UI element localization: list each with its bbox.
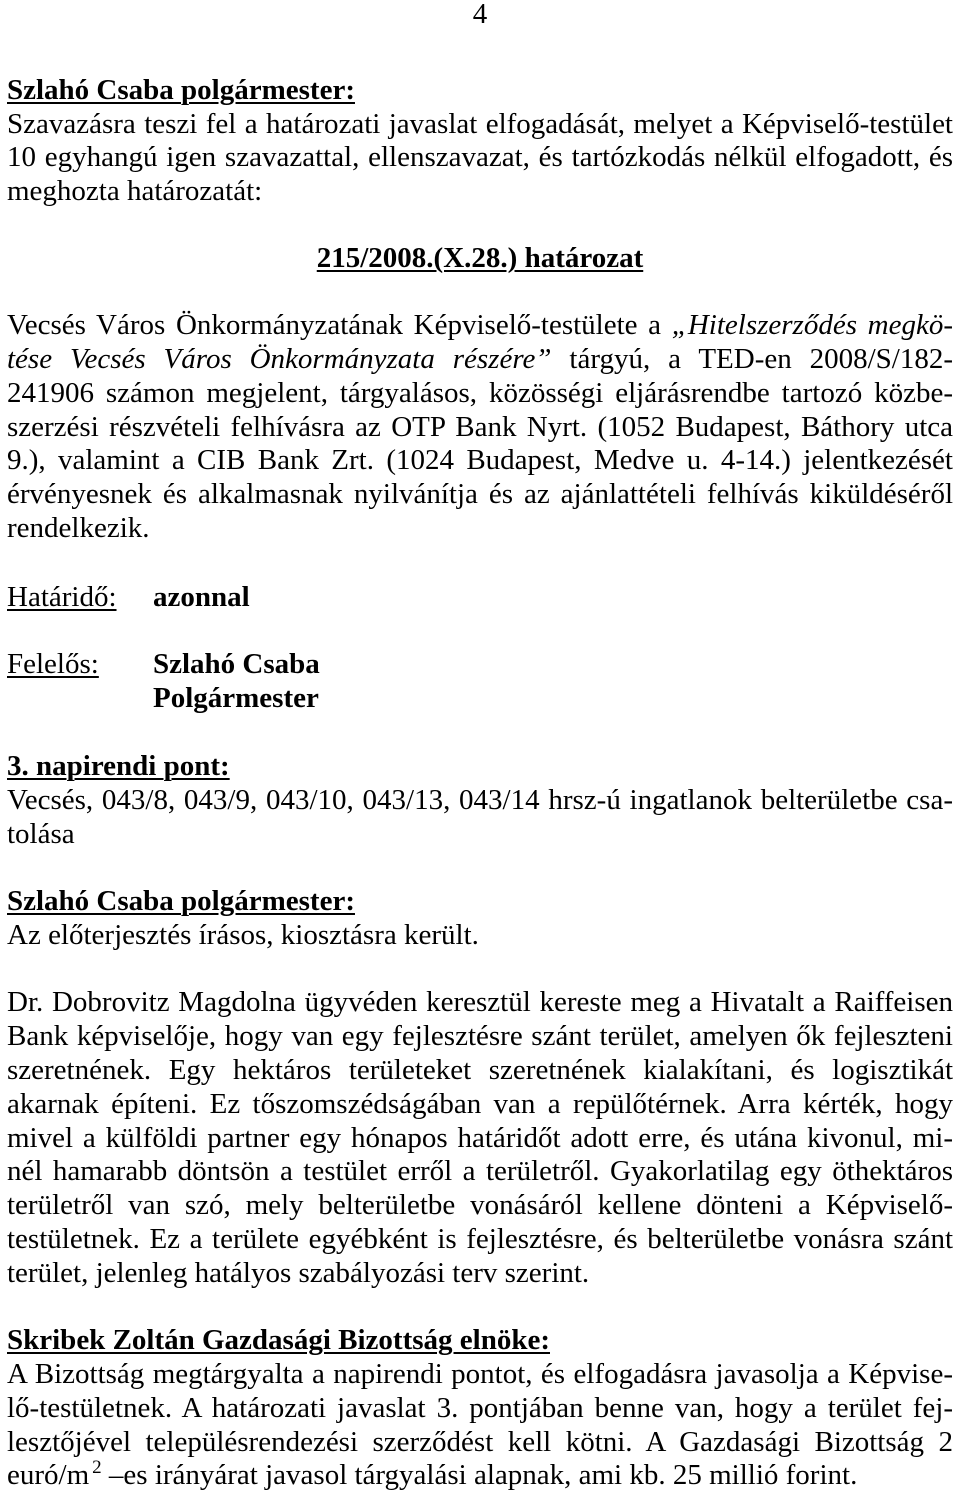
speaker-heading-row — [7, 73, 953, 107]
responsible-label: Felelős: — [7, 648, 99, 680]
speaker-heading-row — [7, 884, 953, 918]
text-line-content: Szavazásra teszi fel a határozati javaslat elfogadását, melyet a Képviselő-testület — [7, 108, 953, 140]
resolution-line — [7, 511, 953, 545]
text-line-content: Bank képviselője, hogy van egy fejlesztésre szánt terület, amelyen ők fejleszteni — [7, 1020, 953, 1052]
resolution-line-content — [7, 343, 953, 375]
text-line — [7, 1458, 953, 1492]
text-line — [7, 1425, 953, 1459]
responsible-name: Szlahó Csaba — [153, 648, 320, 680]
resolution-line-content — [7, 309, 953, 341]
text-line — [7, 918, 953, 952]
text-line — [7, 1188, 953, 1222]
text-line-content: nél hamarabb döntsön a testület erről a területről. Gyakorlatilag egy öthektáros — [7, 1155, 953, 1187]
resolution-text: Vecsés Város Önkormányzatának Képviselő-testülete a — [7, 309, 672, 341]
text-line-content: 10 egyhangú igen szavazattal, ellenszavazat, és tartózkodás nélkül elfogadott, és — [7, 141, 953, 173]
text-line-content: akarnak építeni. Ez tőszomszédságában van a repülőtérnek. Arra kérték, hogy — [7, 1088, 953, 1120]
resolution-line-content: érvényesnek és alkalmasnak nyilvánítja és az ajánlattételi felhívás kiküldéséről — [7, 478, 953, 510]
resolution-line — [7, 308, 953, 342]
page-number: 4 — [472, 0, 488, 30]
resolution-italic-title: „Hitelszerződés megkö- — [671, 309, 953, 341]
speaker-heading-row — [7, 1323, 953, 1357]
text-line-content: meghozta határozatát: — [7, 175, 263, 207]
text-line — [7, 985, 953, 1019]
agenda-heading-row — [7, 749, 953, 783]
resolution-italic-title: tése Vecsés Város Önkormányzata részére” — [7, 343, 552, 375]
unit-text: euró/m — [7, 1459, 90, 1491]
resolution-line-content: szerzési részvételi felhívásra az OTP Bank Nyrt. (1052 Budapest, Báthory utca — [7, 411, 953, 443]
text-line-content: Az előterjesztés írásos, kiosztásra került. — [7, 919, 479, 951]
text-line — [7, 1053, 953, 1087]
deadline-value: azonnal — [153, 581, 250, 613]
resolution-title: 215/2008.(X.28.) határozat — [316, 242, 644, 274]
deadline-row — [7, 580, 953, 614]
resolution-line-content: 241906 számon megjelent, tárgyalásos, közösségi eljárásrendbe tartozó közbe- — [7, 377, 953, 409]
text-line-content: területről van szó, mely belterületbe vonásáról kellene dönteni a Képviselő- — [7, 1189, 953, 1221]
resolution-line-content: rendelkezik. — [7, 512, 150, 544]
agenda-line-content: Vecsés, 043/8, 043/9, 043/10, 043/13, 043/14 hrsz-ú ingatlanok belterületbe csa- — [7, 784, 953, 816]
text-line — [7, 174, 953, 208]
text-line — [7, 1019, 953, 1053]
text-line — [7, 1391, 953, 1425]
text-line-content: lesztőjével településrendezési szerződést kell kötni. A Gazdasági Bizottság 2 — [7, 1426, 953, 1458]
resolution-text: tárgyú, a TED-en 2008/S/182- — [551, 343, 953, 375]
text-line — [7, 1087, 953, 1121]
responsible-title: Polgármester — [153, 682, 319, 714]
speaker-heading: Szlahó Csaba polgármester: — [7, 885, 355, 917]
agenda-line — [7, 817, 953, 851]
responsible-row — [7, 647, 953, 681]
text-line — [7, 1121, 953, 1155]
resolution-line — [7, 477, 953, 511]
agenda-line-content: tolása — [7, 818, 75, 850]
text-line — [7, 1154, 953, 1188]
responsible-title-row — [7, 681, 953, 715]
text-line-content: testületnek. Ez a területe egyébként is fejlesztésre, és belterületbe vonásra szánt — [7, 1223, 953, 1255]
text-line-content: terület, jelenleg hatályos szabályozási terv szerint. — [7, 1257, 590, 1289]
text-continuation: –es irányárat javasol tárgyalási alapnak, ami kb. 25 millió forint. — [101, 1459, 858, 1491]
speaker-heading: Szlahó Csaba polgármester: — [7, 74, 355, 106]
resolution-line — [7, 342, 953, 376]
text-line — [7, 1357, 953, 1391]
speaker-heading: Skribek Zoltán Gazdasági Bizottság elnöke: — [7, 1324, 550, 1356]
text-line-content — [7, 1459, 857, 1491]
text-line — [7, 1222, 953, 1256]
agenda-line — [7, 783, 953, 817]
text-line — [7, 107, 953, 141]
text-line-content: szeretnének. Egy hektáros területeket szeretnének kialakítani, és logisztikát — [7, 1054, 953, 1086]
superscript-exponent: 2 — [92, 1457, 102, 1478]
resolution-title-row — [0, 241, 960, 275]
text-line-content: Dr. Dobrovitz Magdolna ügyvéden keresztül kereste meg a Hivatalt a Raiffeisen — [7, 986, 953, 1018]
resolution-line-content: 9.), valamint a CIB Bank Zrt. (1024 Budapest, Medve u. 4-14.) jelentkezését — [7, 444, 953, 476]
deadline-label: Határidő: — [7, 581, 117, 613]
text-line — [7, 140, 953, 174]
text-line-content: A Bizottság megtárgyalta a napirendi pontot, és elfogadásra javasolja a Képvise- — [7, 1358, 953, 1390]
resolution-line — [7, 410, 953, 444]
agenda-heading: 3. napirendi pont: — [7, 750, 230, 782]
text-line-content: lő-testületnek. A határozati javaslat 3. pontjában benne van, hogy a terület fej- — [7, 1392, 953, 1424]
text-line — [7, 1256, 953, 1290]
resolution-line — [7, 376, 953, 410]
resolution-line — [7, 443, 953, 477]
text-line-content: mivel a külföldi partner egy hónapos határidőt adott erre, és utána kivonul, mi- — [7, 1122, 953, 1154]
